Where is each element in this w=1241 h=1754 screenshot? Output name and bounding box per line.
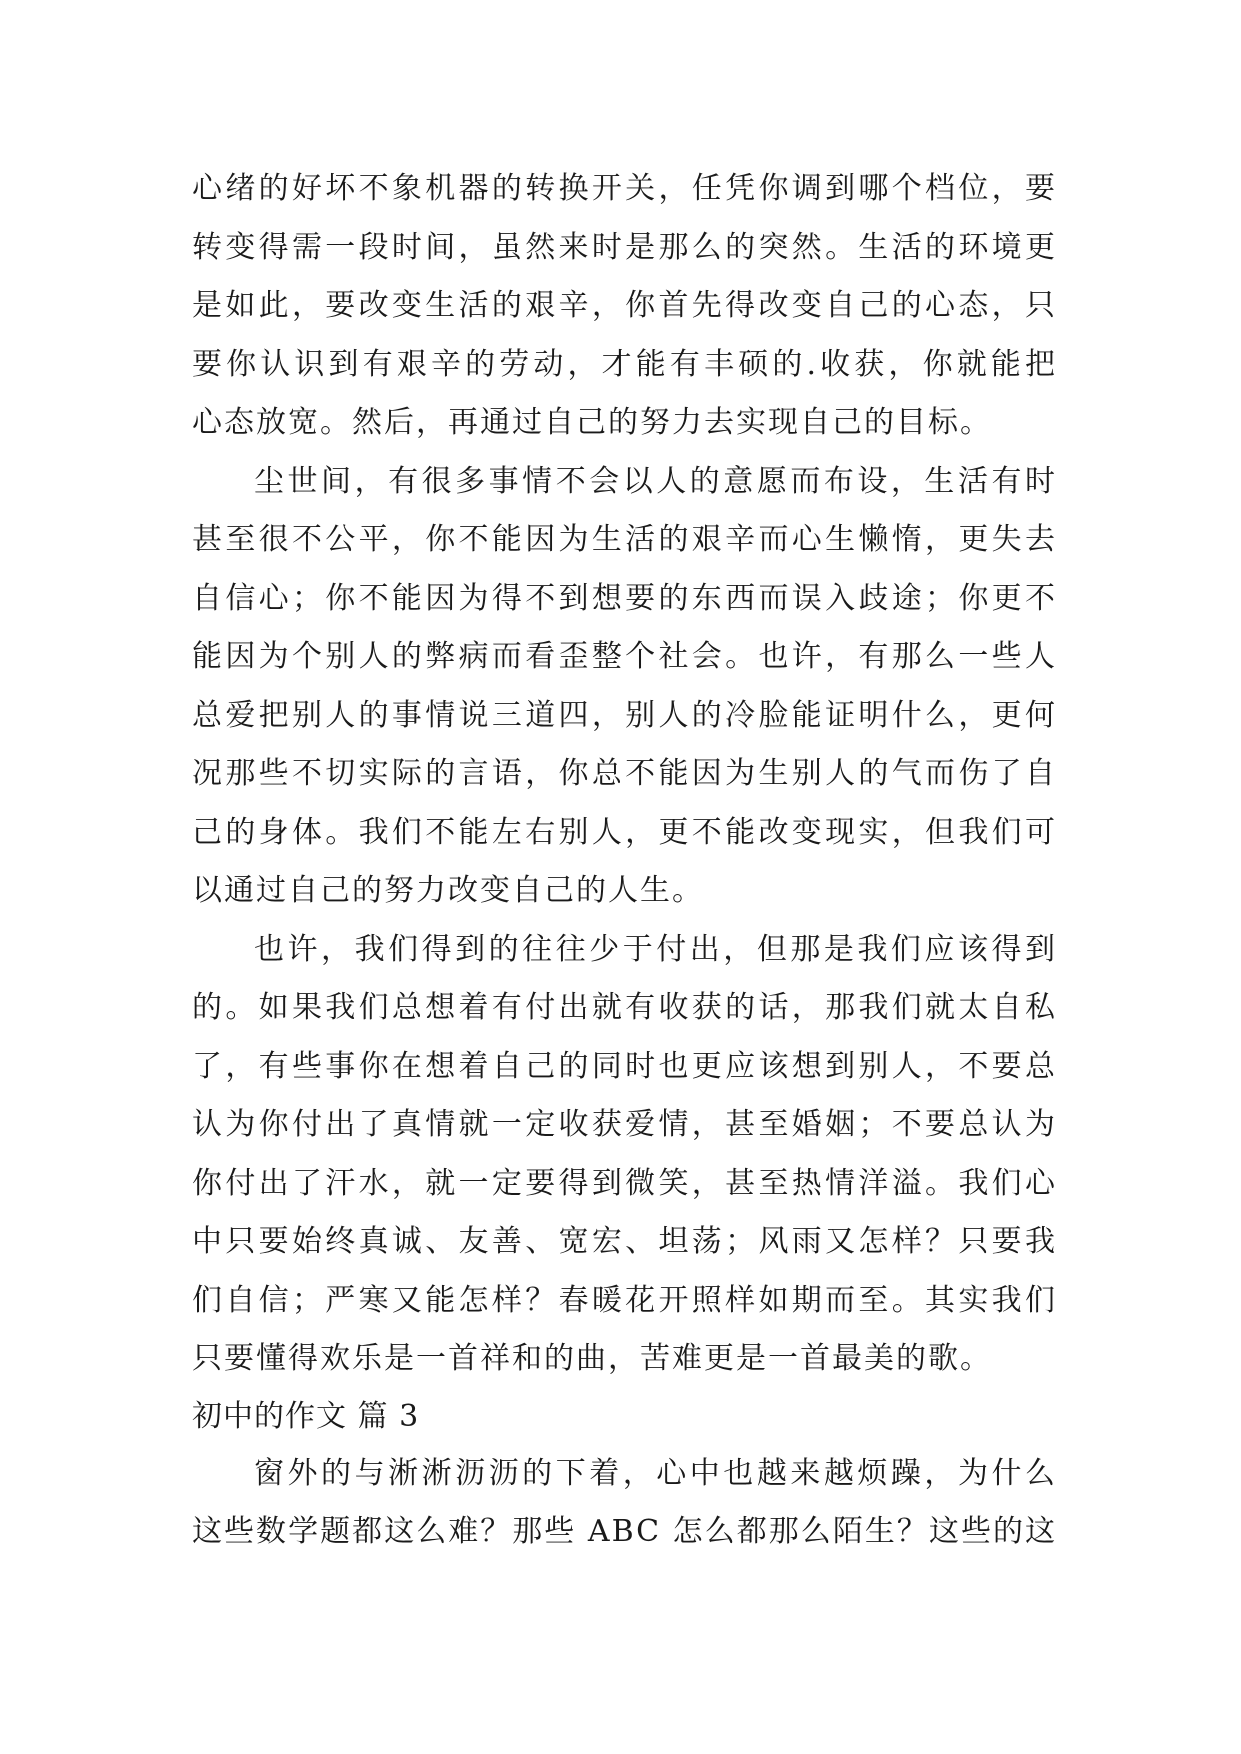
- text-line: 自信心；你不能因为得不到想要的东西而误入歧途；你更不: [192, 580, 1057, 616]
- text-line: 心绪的好坏不象机器的转换开关，任凭你调到哪个档位，要: [192, 171, 1057, 206]
- section-heading: 初中的作文 篇 3: [192, 1398, 420, 1434]
- text-line: 况那些不切实际的言语，你总不能因为生别人的气而伤了自: [192, 756, 1057, 791]
- paragraph: [192, 921, 1057, 1389]
- text-line: 尘世间，有很多事情不会以人的意愿而布设，生活有时: [254, 463, 1057, 499]
- text-line: 你付出了汗水，就一定要得到微笑，甚至热情洋溢。我们心: [192, 1165, 1057, 1201]
- text-line: 是如此，要改变生活的艰辛，你首先得改变自己的心态，只: [192, 288, 1057, 323]
- text-line: 的。如果我们总想着有付出就有收获的话，那我们就太自私: [192, 990, 1057, 1025]
- text-line: 中只要始终真诚、友善、宽宏、坦荡；风雨又怎样？只要我: [192, 1224, 1057, 1259]
- text-line: 以通过自己的努力改变自己的人生。: [192, 873, 704, 908]
- text-line: 们自信；严寒又能怎样？春暖花开照样如期而至。其实我们: [192, 1282, 1057, 1318]
- paragraph: [192, 1445, 1057, 1562]
- text-line: 认为你付出了真情就一定收获爱情，甚至婚姻；不要总认为: [192, 1107, 1057, 1142]
- text-line: 只要懂得欢乐是一首祥和的曲，苦难更是一首最美的歌。: [192, 1341, 992, 1376]
- paragraph: [192, 453, 1057, 921]
- document-body: [192, 160, 1057, 1562]
- text-line: 窗外的与淅淅沥沥的下着，心中也越来越烦躁，为什么: [254, 1455, 1057, 1491]
- text-line: 总爱把别人的事情说三道四，别人的冷脸能证明什么，更何: [192, 697, 1057, 733]
- text-line: 这些数学题都这么难？那些 ABC 怎么都那么陌生？这些的这: [192, 1514, 1057, 1549]
- text-line: 也许，我们得到的往往少于付出，但那是我们应该得到: [254, 931, 1057, 967]
- text-line: 了，有些事你在想着自己的同时也更应该想到别人，不要总: [192, 1048, 1057, 1084]
- text-line: 要你认识到有艰辛的劳动，才能有丰硕的.收获，你就能把: [192, 346, 1057, 382]
- text-line: 甚至很不公平，你不能因为生活的艰辛而心生懒惰，更失去: [192, 522, 1057, 557]
- text-line: 转变得需一段时间，虽然来时是那么的突然。生活的环境更: [192, 229, 1057, 265]
- text-line: 己的身体。我们不能左右别人，更不能改变现实，但我们可: [192, 814, 1057, 850]
- text-line: 心态放宽。然后，再通过自己的努力去实现自己的目标。: [192, 405, 992, 440]
- text-line: 能因为个别人的弊病而看歪整个社会。也许，有那么一些人: [192, 639, 1057, 674]
- paragraph: [192, 160, 1057, 453]
